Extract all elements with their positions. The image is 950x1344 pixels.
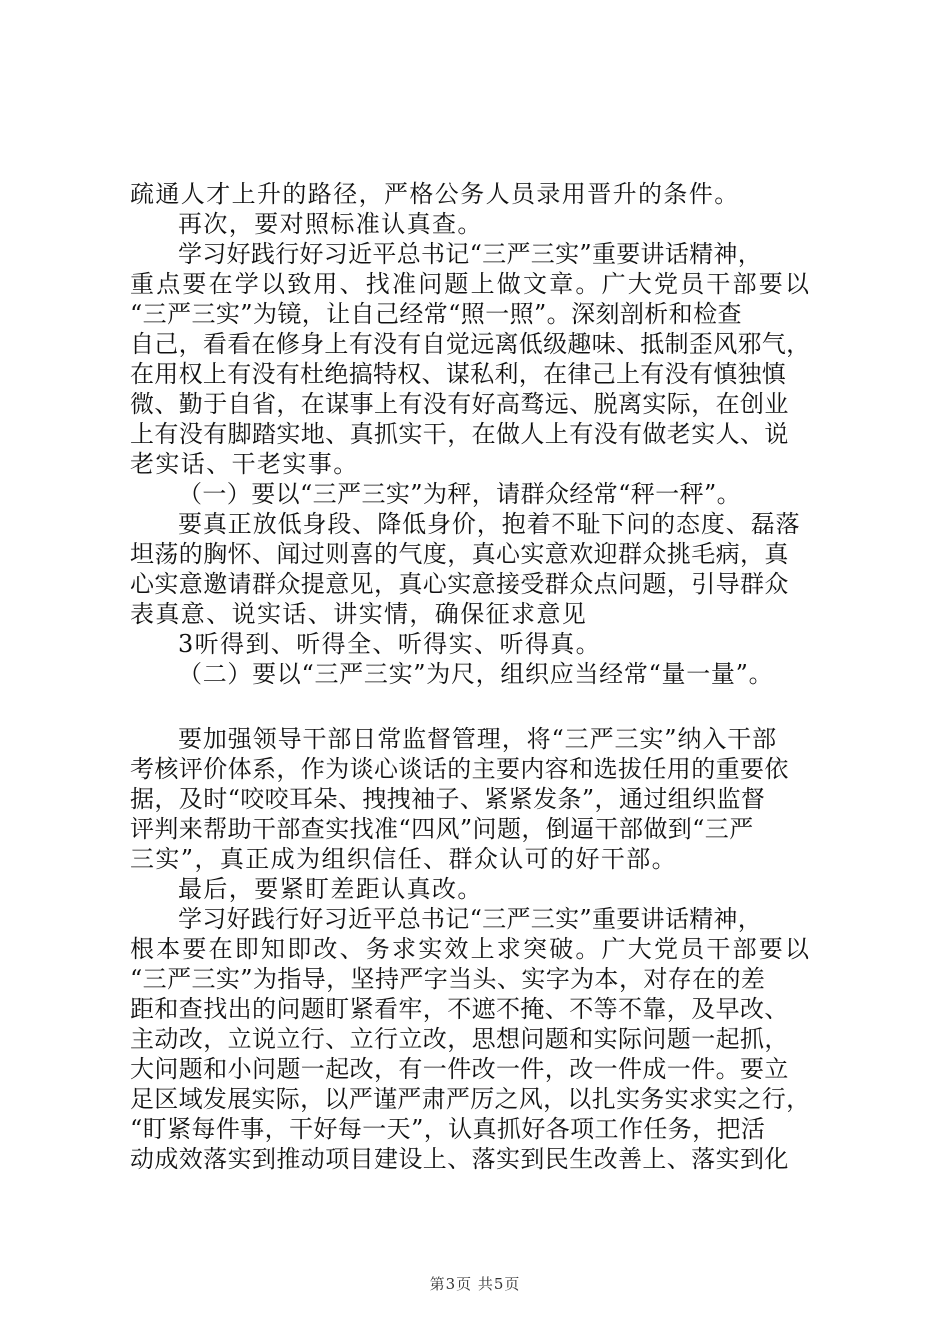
page-footer: 第3页 共5页 bbox=[429, 1275, 521, 1293]
text-line: 3听得到、听得全、听得实、听得真。 bbox=[178, 630, 602, 658]
text-line: 考核评价体系，作为谈心谈话的主要内容和选拔任用的重要依 bbox=[130, 755, 789, 783]
text-line: 据，及时“咬咬耳朵、拽拽袖子、紧紧发条”，通过组织监督 bbox=[130, 785, 766, 813]
text-line: 坦荡的胸怀、闻过则喜的气度，真心实意欢迎群众挑毛病，真 bbox=[130, 540, 789, 568]
section-heading: （二）要以“三严三实”为尺，组织应当经常“量一量”。 bbox=[178, 660, 774, 688]
text-line: 足区域发展实际，以严谨严肃严厉之风，以扎实务实求实之行， bbox=[130, 1085, 811, 1113]
text-line: 三实”，真正成为组织信任、群众认可的好干部。 bbox=[130, 845, 678, 873]
text-line: “三严三实”为指导，坚持严字当头、实字为本，对存在的差 bbox=[130, 965, 766, 993]
text-line: 要真正放低身段、降低身价，抱着不耻下问的态度、磊落 bbox=[178, 510, 801, 538]
text-line: 学习好践行好习近平总书记“三严三实”重要讲话精神， bbox=[178, 240, 763, 268]
text-line: 再次，要对照标准认真查。 bbox=[178, 210, 483, 238]
text-line: 主动改，立说立行、立行立改，思想问题和实际问题一起抓， bbox=[130, 1025, 789, 1053]
text-line: 根本要在即知即改、务求实效上求突破。广大党员干部要以 bbox=[130, 935, 812, 963]
text-line: 老实话、干老实事。 bbox=[130, 450, 359, 478]
text-line: 要加强领导干部日常监督管理，将“三严三实”纳入干部 bbox=[178, 725, 778, 753]
text-line: 在用权上有没有杜绝搞特权、谋私利，在律己上有没有慎独慎 bbox=[130, 360, 787, 388]
text-line: 学习好践行好习近平总书记“三严三实”重要讲话精神， bbox=[178, 905, 763, 933]
text-line: “三严三实”为镜，让自己经常“照一照”。深刻剖析和检查 bbox=[130, 300, 742, 328]
text-line: 自己，看看在修身上有没有自觉远离低级趣味、抵制歪风邪气， bbox=[130, 330, 811, 358]
section-heading: （一）要以“三严三实”为秤，请群众经常“秤一秤”。 bbox=[178, 480, 742, 508]
text-line: 距和查找出的问题盯紧看牢，不遮不掩、不等不靠，及早改、 bbox=[130, 995, 789, 1023]
text-line: 疏通人才上升的路径，严格公务人员录用晋升的条件。 bbox=[130, 180, 740, 208]
text-line: 表真意、说实话、讲实情，确保征求意见 bbox=[130, 600, 588, 628]
text-line: 评判来帮助干部查实找准“四风”问题，倒逼干部做到“三严 bbox=[130, 815, 754, 843]
text-line: 微、勤于自省，在谋事上有没有好高骛远、脱离实际，在创业 bbox=[130, 390, 789, 418]
text-line: 重点要在学以致用、找准问题上做文章。广大党员干部要以 bbox=[130, 270, 812, 298]
text-line: 大问题和小问题一起改，有一件改一件，改一件成一件。要立 bbox=[130, 1055, 789, 1083]
text-line: 心实意邀请群众提意见，真心实意接受群众点问题，引导群众 bbox=[130, 570, 789, 598]
text-line: 动成效落实到推动项目建设上、落实到民生改善上、落实到化 bbox=[130, 1145, 789, 1173]
text-line: “盯紧每件事，干好每一天”，认真抓好各项工作任务，把活 bbox=[130, 1115, 766, 1143]
text-line: 上有没有脚踏实地、真抓实干，在做人上有没有做老实人、说 bbox=[130, 420, 789, 448]
text-line: 最后，要紧盯差距认真改。 bbox=[178, 875, 483, 903]
